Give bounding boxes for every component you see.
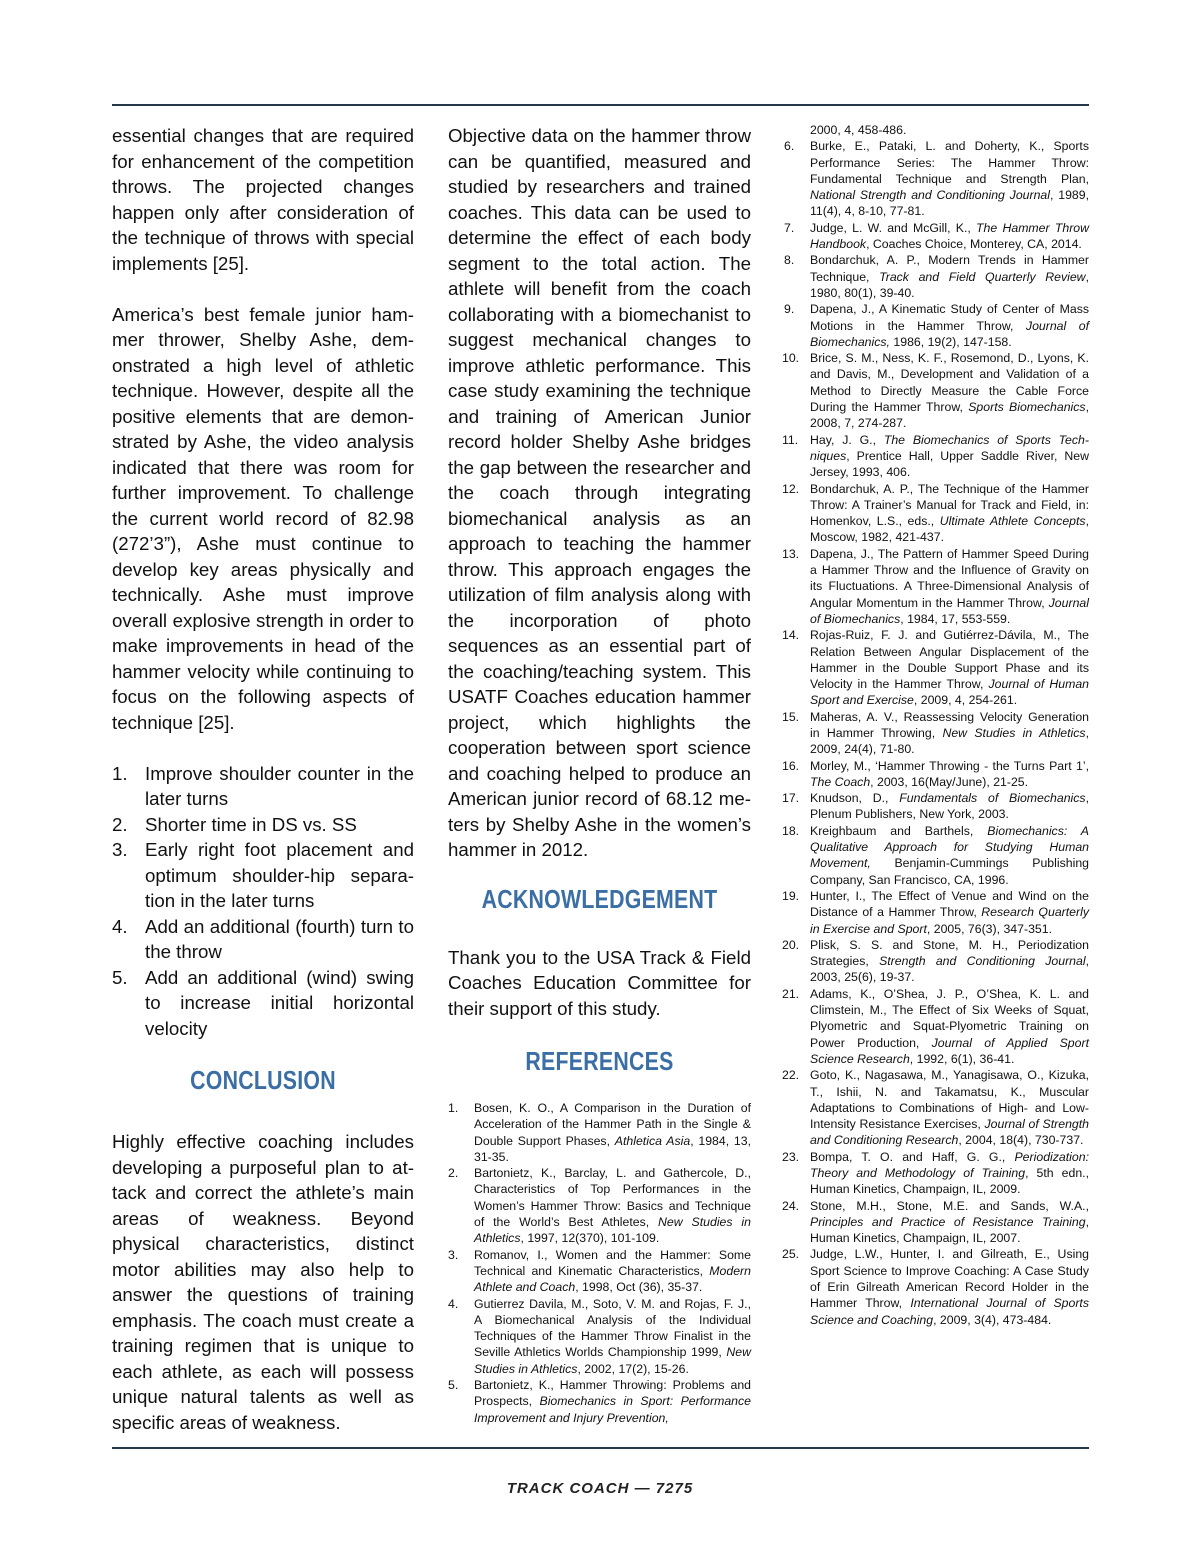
reference-details: , 1984, 13, 31-35. xyxy=(474,1133,752,1164)
reference-source: Journal of Biomechanics, xyxy=(810,318,1089,349)
reference-number: 9. xyxy=(784,302,795,317)
reference-details: , 2003, 16(May/June), 21-25. xyxy=(870,774,1029,789)
list-item-number: 3. xyxy=(112,839,128,860)
reference-number: 4. xyxy=(448,1296,459,1311)
bottom-divider xyxy=(112,1447,1089,1449)
list-item-number: 5. xyxy=(112,966,128,988)
reference-details: , 1989, 11(4), 4, 8-10, 77-81. xyxy=(810,188,1090,219)
reference-text: Adams, K., O’Shea, J. P., O’Shea, K. L. and Climstein, M., The Effect of Six Weeks of Squat, Plyometric and Squat-Plyometric Training on Power Production, xyxy=(810,986,1089,1050)
list-item xyxy=(112,812,414,838)
acknowledgement-paragraph: Thank you to the USA Track & Field Coaches Education Committee for their support of this study. xyxy=(448,946,751,1019)
reference-source: Principles and Practice of Resistance Training xyxy=(810,1214,1086,1229)
reference-item xyxy=(784,252,1089,301)
paragraph: Objective data on the hammer throw can be quantified, measured and studied by researchers and trained coaches. This data can be used to determine the effect of each body segment to the total action. The athlete will benefit from the coach collaborating with a biomechanist to suggest mechanical changes to improve athletic performance. This case study examining the technique and training of American Junior record holder Shelby Ashe bridges the gap between the researcher and the coach through integrating biomechanical analysis as an approach to teaching the hammer throw. This approach engages the utilization of film analysis along with the incorporation of photo sequences as an essential part of the coaching/teaching system. This USATF Coaches education hammer project, which highlights the cooperation between sport science and coaching helped to produce an American junior record of 68.12 meters by Shelby Ashe in the women’s hammer in 2012. xyxy=(448,125,751,860)
reference-text: Bompa, T. O. and Haff, G. G., xyxy=(810,1149,1015,1164)
list-item-text: Add an additional (wind) swing to increase initial horizontal velocity xyxy=(145,966,414,1039)
reference-number: 21. xyxy=(782,986,800,1001)
paragraph: essential changes that are required for enhancement of the competition throws. The projected changes happen only after consideration of the technique of throws with special implements [25]. xyxy=(112,125,414,274)
reference-number: 12. xyxy=(782,481,800,496)
reference-details: 1986, 19(2), 147-158. xyxy=(889,334,1012,349)
list-item-number: 4. xyxy=(112,915,128,937)
reference-source: Ultimate Athlete Concepts xyxy=(939,514,1086,529)
reference-number: 13. xyxy=(782,546,800,561)
reference-text: Rojas-Ruiz, F. J. and Gutiérrez-Dávila, M., The Relation Between Angular Displacement of the Hammer in the Double Support Phase and its Velocity in the Hammer Throw, xyxy=(810,628,1089,692)
reference-details: , 2008, 7, 274-287. xyxy=(810,400,1089,431)
reference-source: Journal of Applied Sport Science Research xyxy=(810,1035,1089,1066)
reference-text: Hunter, I., The Effect of Venue and Wind on the Distance of a Hammer Throw, xyxy=(810,888,1089,920)
reference-details: , 2009, 4, 254-261. xyxy=(913,693,1018,708)
reference-source: National Strength and Conditioning Journal xyxy=(810,188,1051,203)
reference-text: Dapena, J., A Kinematic Study of Center of Mass Motions in the Hammer Throw, xyxy=(810,302,1089,333)
reference-details: , Prentice Hall, Upper Saddle River, New Jersey, 1993, 406. xyxy=(810,448,1089,480)
reference-item xyxy=(448,1377,751,1426)
reference-details: , Coaches Choice, Monterey, CA, 2014. xyxy=(866,237,1082,252)
reference-item xyxy=(784,546,1089,627)
reference-text: Bondarchuk, A. P., Modern Trends in Hammer Technique, xyxy=(810,253,1089,284)
top-divider xyxy=(112,104,1089,106)
page-footer: TRACK COACH — 7275 xyxy=(506,1480,694,1497)
reference-number: 5. xyxy=(448,1378,459,1393)
reference-item xyxy=(784,986,1089,1067)
reference-number: 25. xyxy=(782,1247,800,1262)
reference-text: Dapena, J., The Pattern of Hammer Speed During a Hammer Throw and the Influence of Gravity on its Fluctuations. A Three-Dimensional Analysis of Angular Momentum in the Hammer Throw, xyxy=(810,546,1089,610)
list-item-text: Add an additional (fourth) turn to the throw xyxy=(145,915,414,962)
reference-item xyxy=(784,138,1089,219)
reference-source: Track and Field Quarterly Review xyxy=(879,269,1086,284)
reference-text: Goto, K., Nagasawa, M., Yanagisawa, O., Kizuka, T., Ishii, N. and Takamatsu, K., Muscular Adaptations to Combinations of High- and Low-Intensity Resistance Exercises, xyxy=(810,1068,1089,1132)
reference-details: , 5th edn., Human Kinetics, Champaign, IL, 2009. xyxy=(810,1166,1089,1197)
list-item-number: 2. xyxy=(112,813,128,835)
reference-list xyxy=(784,138,1089,1328)
reference-details: , 2004, 18(4), 730-737. xyxy=(958,1133,1084,1148)
reference-source: New Studies in Athletics xyxy=(942,725,1086,740)
list-item xyxy=(112,914,414,965)
reference-item xyxy=(784,627,1089,708)
reference-item xyxy=(784,301,1089,350)
reference-source: Research Quarterly in Exercise and Sport xyxy=(810,905,1089,936)
reference-number: 3. xyxy=(448,1247,459,1262)
reference-source: Modern Athlete and Coach xyxy=(474,1263,751,1295)
conclusion-paragraph: Highly effective coaching includes developing a purposeful plan to attack and correct the athlete’s main areas of weakness. Beyond physical characteristics, distinct motor abilities may also help to answer the questions of training emphasis. The coach must create a training regimen that is unique to each athlete, as each will possess unique natural talents as well as specific areas of weakness. xyxy=(112,1131,414,1433)
reference-source: Biomechanics: A Qualitative Approach for Studying Human Movement, xyxy=(810,823,1089,871)
reference-source: Biomechanics in Sport: Performance Improvement and Injury Prevention, xyxy=(474,1394,752,1425)
reference-source: The Coach xyxy=(810,774,871,789)
technique-list xyxy=(112,761,414,1042)
reference-source: Sports Biomechanics xyxy=(968,400,1086,415)
reference-source: Periodization: Theory and Methodology of Training xyxy=(810,1149,1089,1180)
list-item-text: Early right foot placement and optimum shoulder-hip separation in the later turns xyxy=(145,839,414,911)
reference-item xyxy=(784,1198,1089,1247)
reference-details: , 1998, Oct (36), 35-37. xyxy=(575,1280,703,1295)
reference-source: Journal of Biomechanics xyxy=(810,595,1089,626)
reference-item xyxy=(784,1246,1089,1327)
reference-details: , 1984, 17, 553-559. xyxy=(900,611,1011,626)
reference-number: 6. xyxy=(784,139,795,154)
reference-source: Journal of Strength and Conditioning Research xyxy=(810,1117,1090,1148)
reference-number: 17. xyxy=(782,791,800,806)
reference-text: Stone, M.H., Stone, M.E. and Sands, W.A., xyxy=(810,1198,1089,1213)
reference-number: 20. xyxy=(782,937,800,952)
reference-number: 23. xyxy=(782,1149,800,1164)
reference-item xyxy=(784,220,1089,253)
reference-item xyxy=(448,1247,751,1296)
reference-number: 16. xyxy=(782,758,800,773)
reference-number: 14. xyxy=(782,628,800,643)
list-item xyxy=(112,965,414,1042)
reference-item xyxy=(784,350,1089,431)
reference-details: , 2003, 25(6), 19-37. xyxy=(810,954,1089,985)
reference-source: Fundamentals of Biomechanics xyxy=(899,791,1086,806)
reference-text: Brice, S. M., Ness, K. F., Rosemond, D., Lyons, K. and Davis, M., Development and Validation of a Method to Directly Measure the Cable Force During the Hammer Throw, xyxy=(810,351,1089,415)
reference-text: Judge, L. W. and McGill, K., xyxy=(810,220,977,235)
reference-text: Kreighbaum and Barthels, xyxy=(810,823,988,838)
reference-item xyxy=(784,888,1089,937)
reference-item xyxy=(784,823,1089,888)
list-item xyxy=(112,761,414,812)
reference-source: New Studies in Athletics xyxy=(474,1345,751,1376)
reference-number: 8. xyxy=(784,253,795,268)
reference-item xyxy=(784,709,1089,758)
reference-details: , 2009, 3(4), 473-484. xyxy=(933,1312,1052,1327)
list-item-text: Shorter time in DS vs. SS xyxy=(145,813,357,835)
reference-number: 1. xyxy=(448,1101,459,1115)
reference-number: 22. xyxy=(782,1068,800,1083)
reference-text: Bartonietz, K., Hammer Throwing: Problems and Prospects, xyxy=(474,1378,751,1409)
reference-details: , Plenum Publishers, New York, 2003. xyxy=(810,791,1089,822)
reference-list xyxy=(448,1100,751,1426)
list-item xyxy=(112,837,414,914)
reference-number: 11. xyxy=(782,432,799,447)
reference-text: Bartonietz, K., Barclay, L. and Gathercole, D., Characteristics of Top Performances in the Women’s Hammer Throw: Basics and Technique of the World’s Best Athletes, xyxy=(474,1166,751,1230)
reference-source: Journal of Human Sport and Exercise xyxy=(810,677,1089,708)
reference-item xyxy=(784,790,1089,823)
reference-item xyxy=(784,432,1089,481)
reference-item xyxy=(784,758,1089,791)
reference-text: Morley, M., ‘Hammer Throwing - the Turns Part 1’, xyxy=(810,758,1089,773)
column-right xyxy=(784,122,1089,1328)
reference-details: , Moscow, 1982, 421-437. xyxy=(810,514,1089,545)
reference-text: Knudson, D., xyxy=(810,791,900,806)
reference-text: Hay, J. G., xyxy=(810,432,884,447)
reference-item xyxy=(448,1100,751,1165)
reference-number: 10. xyxy=(782,351,800,366)
reference-text: Burke, E., Pataki, L. and Doherty, K., Sports Performance Series: The Hammer Throw: Fundamental Technique and Strength Plan, xyxy=(810,139,1089,186)
column-left xyxy=(112,123,414,1435)
reference-source: International Journal of Sports Science and Coaching xyxy=(810,1296,1090,1327)
reference-source: The Biomechanics of Sports Techniques xyxy=(810,432,1089,463)
column-middle xyxy=(448,123,751,1426)
reference-text: Gutierrez Davila, M., Soto, V. M. and Rojas, F. J., A Biomechanical Analysis of the Individual Techniques of the Hammer Throw Finalist in the Seville Athletics Worlds Championship 1999, xyxy=(474,1296,751,1360)
acknowledgement-heading: ACKNOWLEDGEMENT xyxy=(481,883,718,914)
reference-text: Bosen, K. O., A Comparison in the Duration of Acceleration of the Hammer Path in the Single & Double Support Phases, xyxy=(474,1101,751,1148)
reference-details: , 1980, 80(1), 39-40. xyxy=(810,269,1089,300)
reference-source: Strength and Conditioning Journal xyxy=(879,954,1086,969)
reference-item xyxy=(784,1149,1089,1198)
reference-number: 2. xyxy=(448,1166,459,1181)
reference-continuation: 2000, 4, 458-486. xyxy=(810,123,907,137)
reference-details: Benjamin-Cummings Publishing Company, San Francisco, CA, 1996. xyxy=(810,856,1089,887)
reference-source: Athletica Asia xyxy=(614,1133,691,1148)
reference-details: , 2005, 76(3), 347-351. xyxy=(926,921,1052,936)
reference-text: Maheras, A. V., Reassessing Velocity Generation in Hammer Throwing, xyxy=(810,709,1089,740)
reference-item xyxy=(784,481,1089,546)
reference-number: 24. xyxy=(782,1198,800,1213)
reference-text: Judge, L.W., Hunter, I. and Gilreath, E., Using Sport Science to Improve Coaching: A Case Study of Erin Gilreath American Record Holder in the Hammer Throw, xyxy=(810,1247,1089,1311)
list-item-number: 1. xyxy=(112,762,128,784)
reference-source: New Studies in Athletics xyxy=(474,1215,751,1246)
reference-details: , 2009, 24(4), 71-80. xyxy=(810,725,1090,757)
reference-item xyxy=(448,1296,751,1377)
reference-details: , 1997, 12(370), 101-109. xyxy=(520,1231,660,1246)
references-heading: REFERENCES xyxy=(525,1046,674,1076)
reference-number: 15. xyxy=(782,709,800,724)
reference-details: , Human Kinetics, Champaign, IL, 2007. xyxy=(810,1214,1089,1246)
conclusion-heading: CONCLUSION xyxy=(190,1065,336,1095)
paragraph: America’s best female junior hammer thrower, Shelby Ashe, demonstrated a high level of athletic technique. However, despite all the positive elements that are demonstrated by Ashe, the video analysis indicated that there was room for further improvement. To challenge the current world record of 82.98 (272’3”), Ashe must continue to develop key areas physically and technically. Ashe must improve overall explosive strength in order to make improvements in head of the hammer velocity while continuing to focus on the following aspects of technique [25]. xyxy=(112,303,414,733)
reference-item xyxy=(448,1165,751,1246)
reference-details: , 2002, 17(2), 15-26. xyxy=(577,1361,689,1376)
reference-text: Romanov, I., Women and the Hammer: Some Technical and Kinematic Characteristics, xyxy=(474,1247,751,1278)
reference-source: The Hammer Throw Handbook xyxy=(810,220,1090,252)
reference-text: Bondarchuk, A. P., The Technique of the Hammer Throw: A Trainer’s Manual for Track and Field, in: Homenkov, L.S., eds., xyxy=(810,481,1089,529)
reference-item xyxy=(784,937,1089,986)
reference-details: , 1992, 6(1), 36-41. xyxy=(909,1051,1015,1066)
reference-number: 7. xyxy=(784,220,795,235)
reference-number: 18. xyxy=(782,823,800,838)
reference-number: 19. xyxy=(782,888,800,903)
reference-item xyxy=(784,1067,1089,1148)
reference-text: Plisk, S. S. and Stone, M. H., Periodization Strategies, xyxy=(810,937,1089,969)
list-item-text: Improve shoulder counter in the later turns xyxy=(145,762,414,809)
